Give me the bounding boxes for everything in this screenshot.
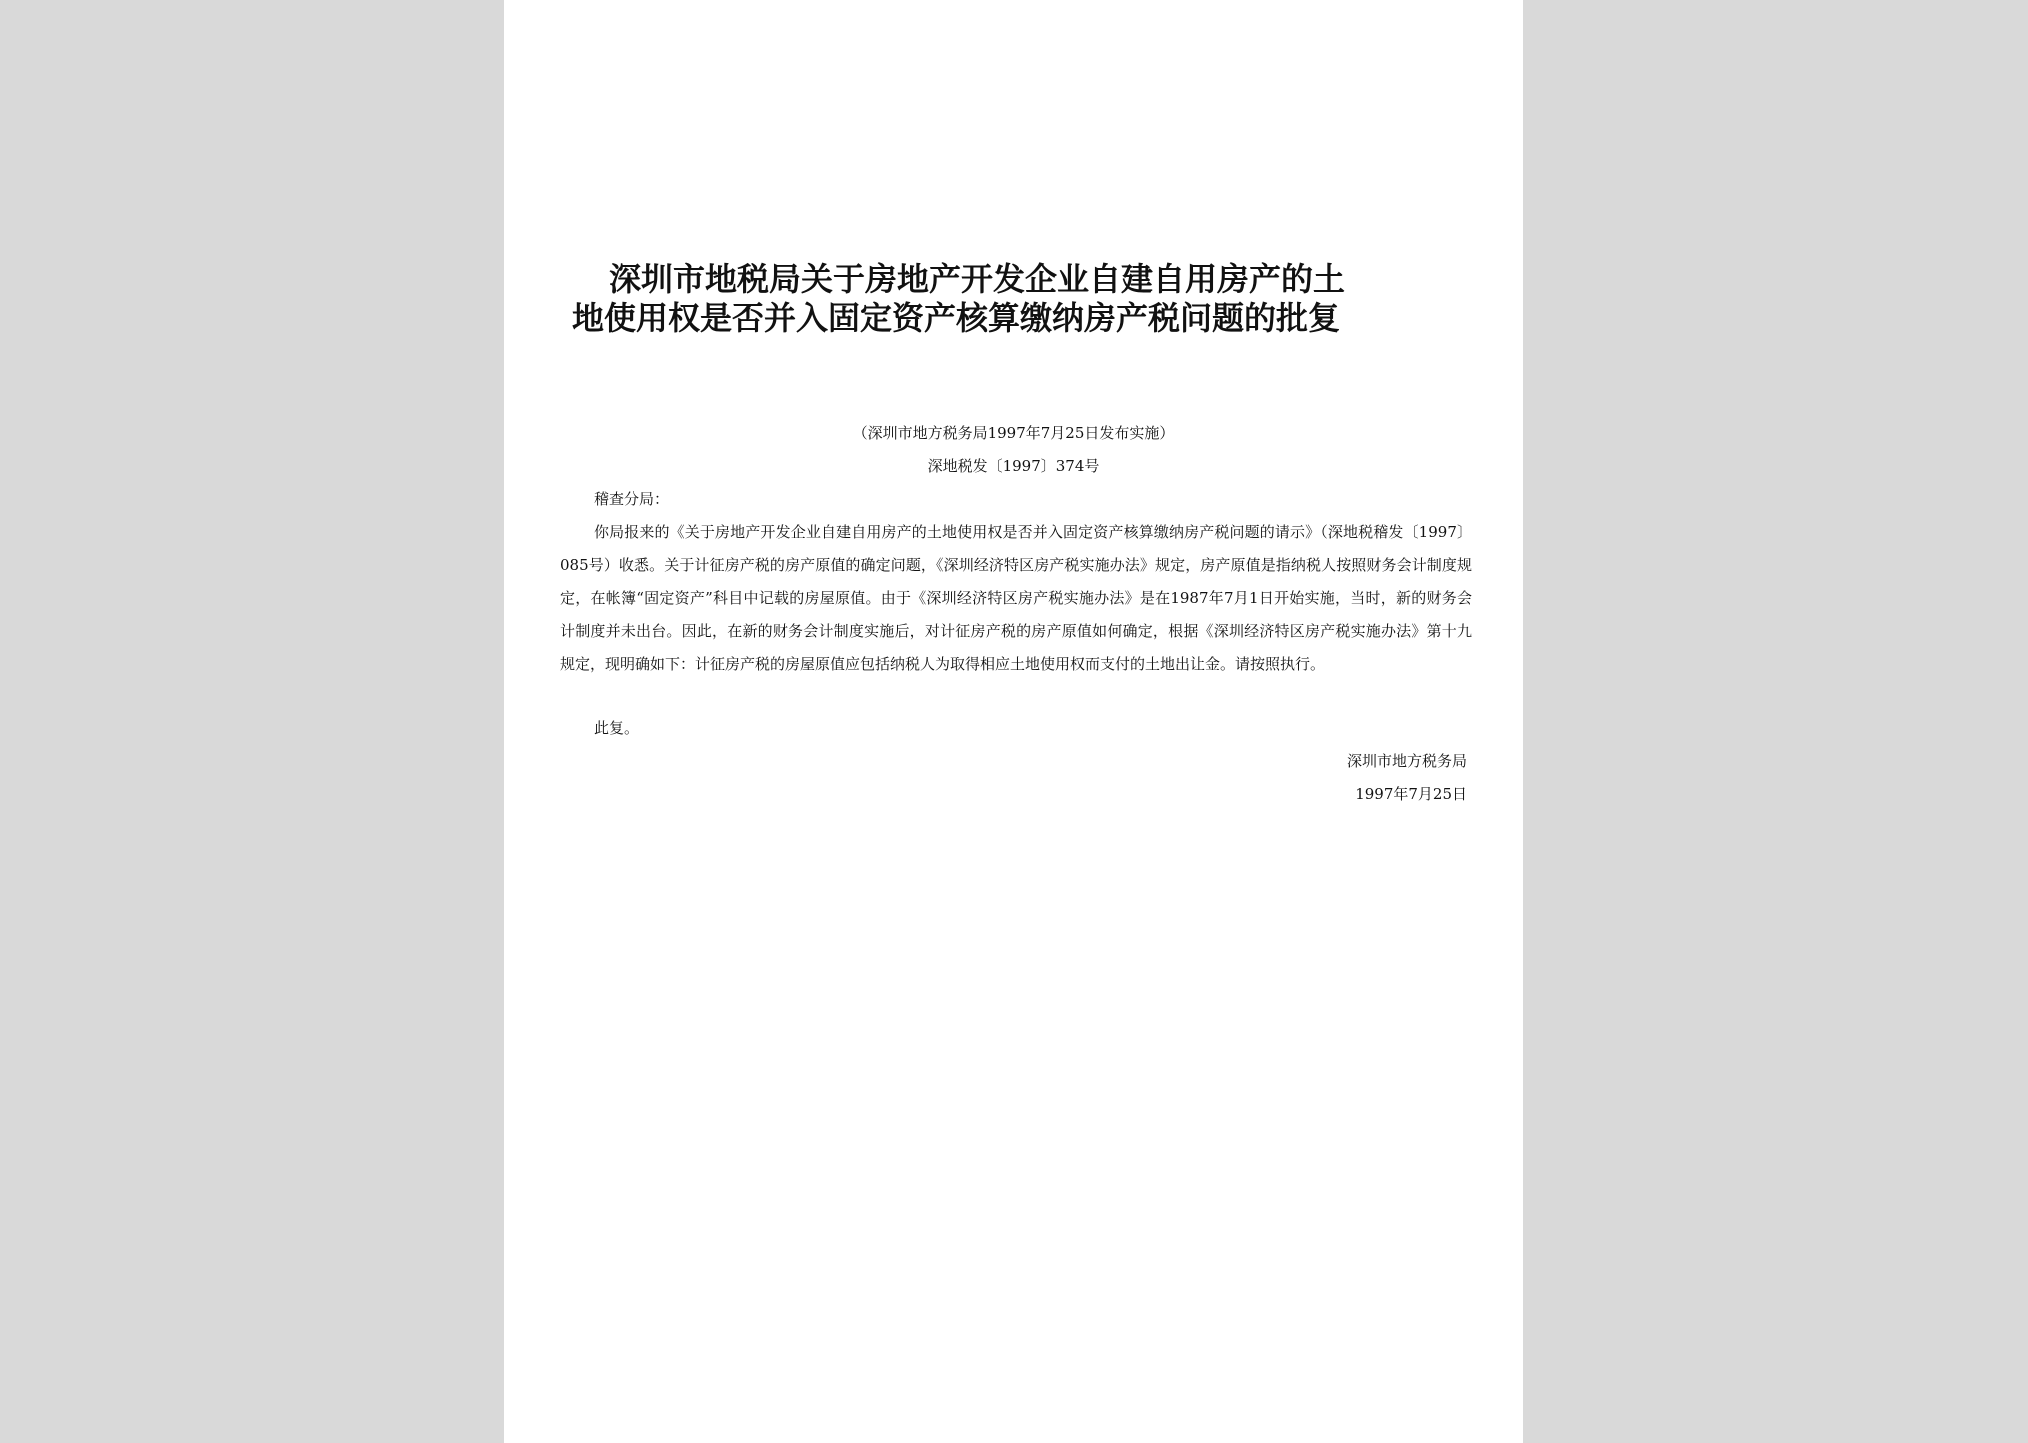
issued-note: （深圳市地方税务局1997年7月25日发布实施）: [852, 424, 1175, 442]
document-number: 深地税发〔1997〕374号: [927, 457, 1100, 475]
salutation: 稽查分局：: [594, 490, 670, 508]
closing-text: 此复。: [594, 719, 640, 737]
body-paragraph: 你局报来的《关于房地产开发企业自建自用房产的土地使用权是否并入固定资产核算缴纳房产税问题的请示》（深地税稽发〔1997〕085号）收悉。关于计征房产税的房产原值的确定问题，《深圳经济特区房产税实施办法》规定，房产原值是指纳税人按照财务会计制度规定，在帐簿“固定资产”科目中记载的房屋原值。由于《深圳经济特区房产税实施办法》是在1987年7月1日开始实施，当时，新的财务会计制度并未出台。因此，在新的财务会计制度实施后，对计征房产税的房产原值如何确定，根据《深圳经济特区房产税实施办法》第十九规定，现明确如下：计征房产税的房屋原值应包括纳税人为取得相应土地使用权而支付的土地出让金。请按照执行。: [560, 523, 1472, 673]
title-line-2: 地使用权是否并入固定资产核算缴纳房产税问题的批复: [572, 299, 1341, 337]
signature-date: 1997年7月25日: [1355, 785, 1467, 803]
document-page: [504, 0, 1523, 1443]
document-title: [572, 260, 1462, 338]
signature-issuer: 深圳市地方税务局: [1346, 752, 1467, 770]
title-line-1: 深圳市地税局关于房地产开发企业自建自用房产的土: [609, 260, 1346, 298]
